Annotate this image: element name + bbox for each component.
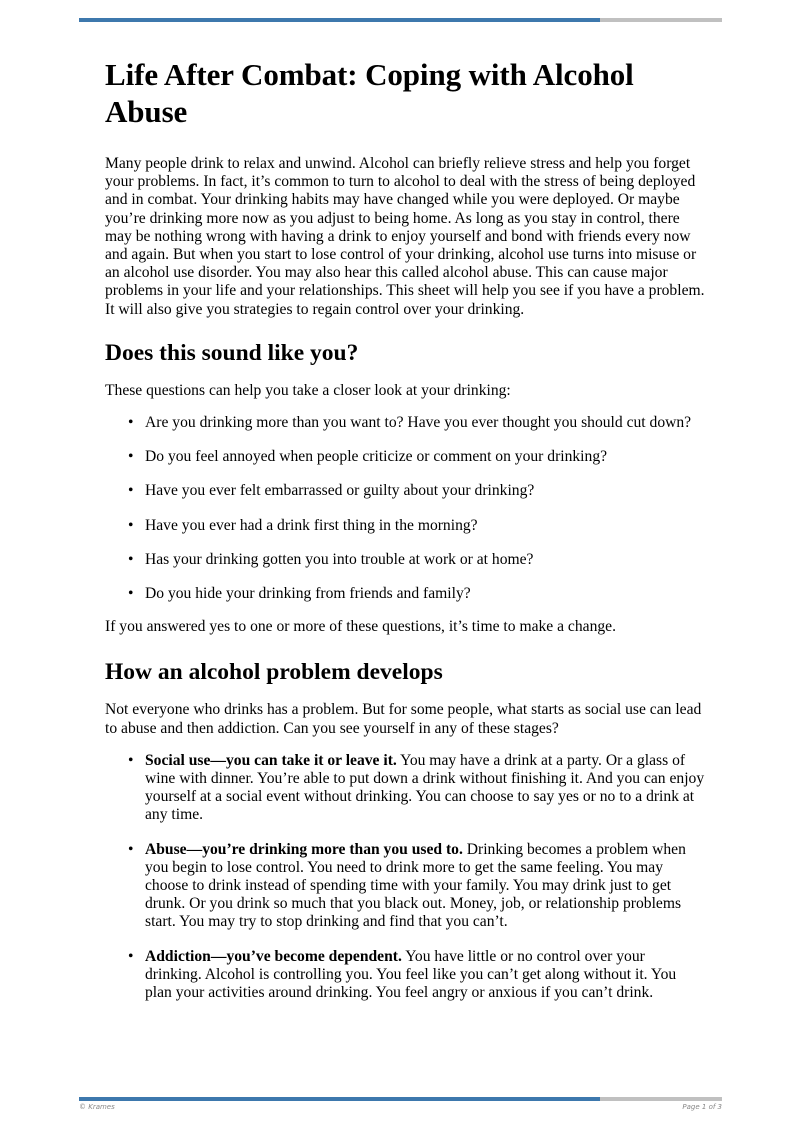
- bullet-icon: •: [128, 414, 134, 432]
- list-item: • Has your drinking gotten you into trouble at work or at home?: [128, 550, 534, 568]
- bullet-icon: •: [128, 840, 134, 858]
- list-item: • Have you ever felt embarrassed or guilty about your drinking?: [128, 482, 535, 500]
- section1-lead: These questions can help you take a closer look at your drinking:: [105, 381, 511, 399]
- list-item: [105, 752, 705, 825]
- question-list: [105, 414, 705, 603]
- stage-title: Social use—you can take it or leave it.: [145, 751, 397, 769]
- stage-title: Addiction—you’ve become dependent.: [145, 947, 402, 965]
- document-body: [105, 56, 705, 1018]
- list-item: [105, 948, 705, 1003]
- footer-progress-fill: [79, 1097, 600, 1101]
- bullet-icon: •: [128, 550, 134, 568]
- list-item: [105, 841, 705, 932]
- intro-paragraph: Many people drink to relax and unwind. Alcohol can briefly relieve stress and help you forget your problems. In fact, it’s common to turn to alcohol to deal with the stress of being deployed and in combat. Your drinking habits may have changed while you were deployed. Or maybe you’re drinking more now as you adjust to being home. As long as you stay in control, there may be nothing wrong with having a drink to enjoy yourself and bond with friends every now and again. But when you start to lose control of your drinking, alcohol use turns into misuse or an alcohol use disorder. You may also hear this called alcohol abuse. This can cause major problems in your life and your relationships. This sheet will help you see if you have a problem. It will also give you strategies to regain control over your drinking.: [105, 155, 705, 318]
- stages-list: [105, 752, 705, 1002]
- footer-progress-bar: [79, 1097, 722, 1101]
- page-title: Life After Combat: Coping with Alcohol Abuse: [105, 57, 634, 129]
- header-progress-track: [600, 18, 722, 22]
- page-number: Page 1 of 3: [682, 1103, 722, 1111]
- footer-progress-track: [600, 1097, 722, 1101]
- section2-lead: Not everyone who drinks has a problem. But for some people, what starts as social use can lead to abuse and then addiction. Can you see yourself in any of these stages?: [105, 701, 702, 737]
- list-item: • Have you ever had a drink first thing in the morning?: [128, 516, 478, 534]
- bullet-icon: •: [128, 947, 134, 965]
- bullet-icon: •: [128, 516, 134, 534]
- stage-title: Abuse—you’re drinking more than you used to.: [145, 840, 463, 858]
- list-item: • Do you feel annoyed when people criticize or comment on your drinking?: [128, 448, 608, 466]
- stage-description: Drinking becomes a problem when you begin to lose control. You need to drink more to get the same feeling. You may choose to drink instead of spending time with your family. You may drink just to get drunk. Or you drink so much that you black out. Money, job, or relationship problems start. You may try to stop drinking and find that you can’t.: [145, 840, 686, 931]
- stage-description: You may have a drink at a party. Or a glass of wine with dinner. You’re able to put down a drink without finishing it. And you can enjoy yourself at a social event without drinking. You can choose to say yes or no to a drink at any time.: [145, 751, 705, 824]
- copyright-text: © Krames: [79, 1103, 115, 1111]
- page-footer: [79, 1103, 722, 1111]
- header-progress-fill: [79, 18, 600, 22]
- list-item: • Do you hide your drinking from friends and family?: [128, 585, 471, 603]
- stage-description: You have little or no control over your drinking. Alcohol is controlling you. You feel like you can’t get along without it. You plan your activities around drinking. You feel angry or anxious if you can’t drink.: [145, 947, 677, 1002]
- bullet-icon: •: [128, 482, 134, 500]
- header-progress-bar: [79, 18, 722, 22]
- bullet-icon: •: [128, 585, 134, 603]
- section-heading-problem-develops: How an alcohol problem develops: [105, 659, 443, 686]
- section1-conclusion: If you answered yes to one or more of these questions, it’s time to make a change.: [105, 618, 616, 636]
- section-heading-sound-like-you: Does this sound like you?: [105, 339, 359, 366]
- list-item: • Are you drinking more than you want to? Have you ever thought you should cut down?: [128, 414, 692, 432]
- bullet-icon: •: [128, 448, 134, 466]
- bullet-icon: •: [128, 751, 134, 769]
